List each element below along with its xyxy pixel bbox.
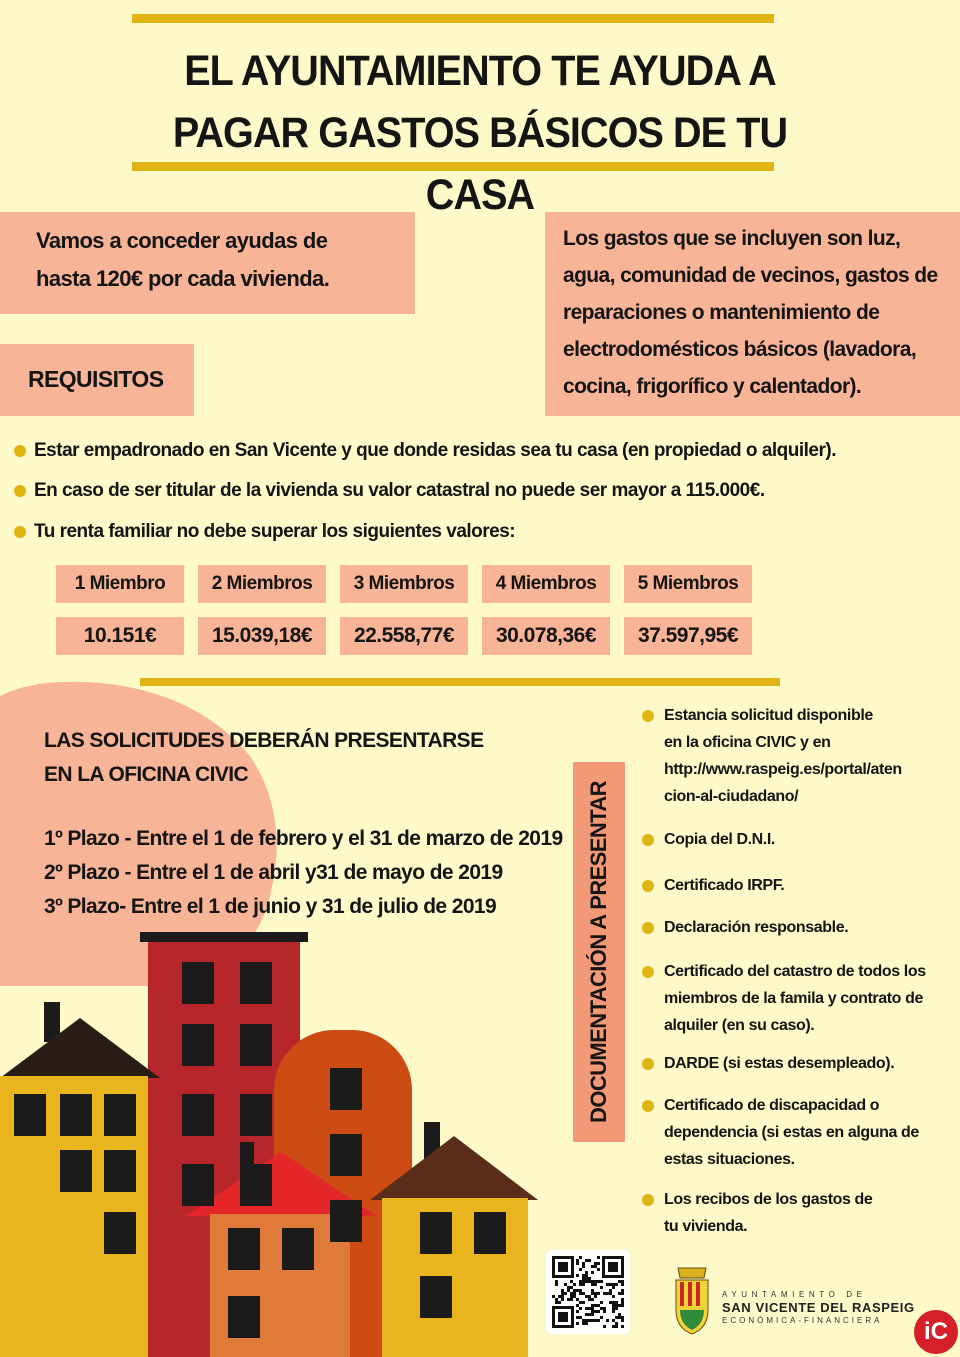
expenses-line: cocina, frigorífico y calentador). <box>563 375 862 398</box>
house-window <box>474 1212 506 1254</box>
bullet-icon <box>642 1100 654 1112</box>
bullet-icon <box>14 445 26 457</box>
page-title <box>130 40 829 226</box>
document-item-line: Copia del D.N.I. <box>664 831 775 848</box>
house-window <box>240 1094 272 1136</box>
income-header-cell: 1 Miembro <box>56 565 184 603</box>
house-window <box>60 1150 92 1192</box>
house-window <box>420 1212 452 1254</box>
income-header-cell: 4 Miembros <box>482 565 610 603</box>
document-item <box>642 1186 942 1240</box>
house-window <box>240 962 272 1004</box>
qr-code[interactable] <box>546 1250 630 1334</box>
bullet-icon <box>642 1194 654 1206</box>
income-header-cell: 3 Miembros <box>340 565 468 603</box>
documentation-label-box <box>573 762 625 1142</box>
house-window <box>330 1200 362 1242</box>
house-window <box>104 1094 136 1136</box>
document-item-line: Certificado IRPF. <box>664 877 785 894</box>
bullet-icon <box>642 834 654 846</box>
corner-logo-icon: iC <box>914 1310 958 1354</box>
document-item <box>642 1050 942 1077</box>
aid-line-2: hasta 120€ por cada vivienda. <box>36 266 330 291</box>
documentation-label: DOCUMENTACIÓN A PRESENTAR <box>586 781 611 1123</box>
organization-name: AYUNTAMIENTO DE SAN VICENTE DEL RASPEIG ECONÓMICA-FINANCIERA <box>722 1290 915 1325</box>
document-item-line[interactable]: http://www.raspeig.es/portal/aten <box>664 761 902 778</box>
income-value-cell: 30.078,36€ <box>482 617 610 655</box>
expenses-line: electrodomésticos básicos (lavadora, <box>563 338 917 361</box>
document-item-line: DARDE (si estas desempleado). <box>664 1055 895 1072</box>
house-window <box>104 1212 136 1254</box>
house-window <box>240 1164 272 1206</box>
document-item <box>642 914 942 941</box>
house-window <box>282 1228 314 1270</box>
document-item-line[interactable]: cion-al-ciudadano/ <box>664 788 799 805</box>
bullet-icon <box>642 710 654 722</box>
house-window <box>182 1164 214 1206</box>
house-window <box>240 1024 272 1066</box>
house-window <box>182 1024 214 1066</box>
document-item <box>642 702 942 810</box>
house-window <box>14 1094 46 1136</box>
bullet-icon <box>14 526 26 538</box>
house-window <box>104 1150 136 1192</box>
document-item-line: alquiler (en su caso). <box>664 1017 815 1034</box>
title-top-rule <box>132 14 774 23</box>
income-value-cell: 10.151€ <box>56 617 184 655</box>
document-item-line: dependencia (si estas en alguna de <box>664 1124 919 1141</box>
expenses-line: reparaciones o mantenimiento de <box>563 301 880 324</box>
income-value-cell: 37.597,95€ <box>624 617 752 655</box>
title-line-2: PAGAR GASTOS BÁSICOS DE TU CASA <box>172 109 788 219</box>
income-value-cell: 15.039,18€ <box>198 617 326 655</box>
house-window <box>330 1068 362 1110</box>
income-header-cell: 2 Miembros <box>198 565 326 603</box>
document-item <box>642 1092 942 1173</box>
expenses-line: agua, comunidad de vecinos, gastos de <box>563 264 938 287</box>
house-window <box>182 1094 214 1136</box>
house-window <box>420 1276 452 1318</box>
document-item-line: tu vivienda. <box>664 1218 748 1235</box>
requirement-item: En caso de ser titular de la vivienda su valor catastral no puede ser mayor a 115.000€. <box>14 480 765 502</box>
document-item-line: estas situaciones. <box>664 1151 795 1168</box>
expenses-line: Los gastos que se incluyen son luz, <box>563 227 901 250</box>
requirement-item: Tu renta familiar no debe superar los siguientes valores: <box>14 521 515 543</box>
income-header-cell: 5 Miembros <box>624 565 752 603</box>
document-item-line: Estancia solicitud disponible <box>664 707 873 724</box>
income-value-cell: 22.558,77€ <box>340 617 468 655</box>
bullet-icon <box>642 1058 654 1070</box>
document-item <box>642 958 942 1039</box>
aid-line-1: Vamos a conceder ayudas de <box>36 228 328 253</box>
document-item-line: miembros de la famila y contrato de <box>664 990 923 1007</box>
house-window <box>228 1296 260 1338</box>
document-item-line: Certificado del catastro de todos los <box>664 963 926 980</box>
aid-amount-box <box>0 212 415 314</box>
bullet-icon <box>642 880 654 892</box>
municipal-crest-icon <box>672 1266 712 1336</box>
bullet-icon <box>14 485 26 497</box>
document-item <box>642 826 942 853</box>
title-line-1: EL AYUNTAMIENTO TE AYUDA A <box>184 47 776 95</box>
submission-heading: LAS SOLICITUDES DEBERÁN PRESENTARSE EN LA OFICINA CIVIC <box>44 729 484 786</box>
document-item <box>642 872 942 899</box>
title-bottom-rule <box>132 162 774 171</box>
plazo-3: 3º Plazo- Entre el 1 de junio y 31 de julio de 2019 <box>44 895 497 918</box>
plazo-1: 1º Plazo - Entre el 1 de febrero y el 31 de marzo de 2019 <box>44 827 563 850</box>
document-item-line: en la oficina CIVIC y en <box>664 734 831 751</box>
bullet-icon <box>642 922 654 934</box>
house-window <box>330 1134 362 1176</box>
house-window <box>60 1094 92 1136</box>
document-item-line: Certificado de discapacidad o <box>664 1097 880 1114</box>
document-item-line: Declaración responsable. <box>664 919 849 936</box>
bullet-icon <box>642 966 654 978</box>
requirements-heading: REQUISITOS <box>28 366 164 392</box>
requirement-item: Estar empadronado en San Vicente y que donde residas sea tu casa (en propiedad o alquiler). <box>14 440 836 462</box>
house-window <box>228 1228 260 1270</box>
document-item-line: Los recibos de los gastos de <box>664 1191 873 1208</box>
requirements-heading-box <box>0 344 194 416</box>
house-window <box>182 962 214 1004</box>
plazo-2: 2º Plazo - Entre el 1 de abril y31 de mayo de 2019 <box>44 861 503 884</box>
expenses-box <box>545 212 960 416</box>
